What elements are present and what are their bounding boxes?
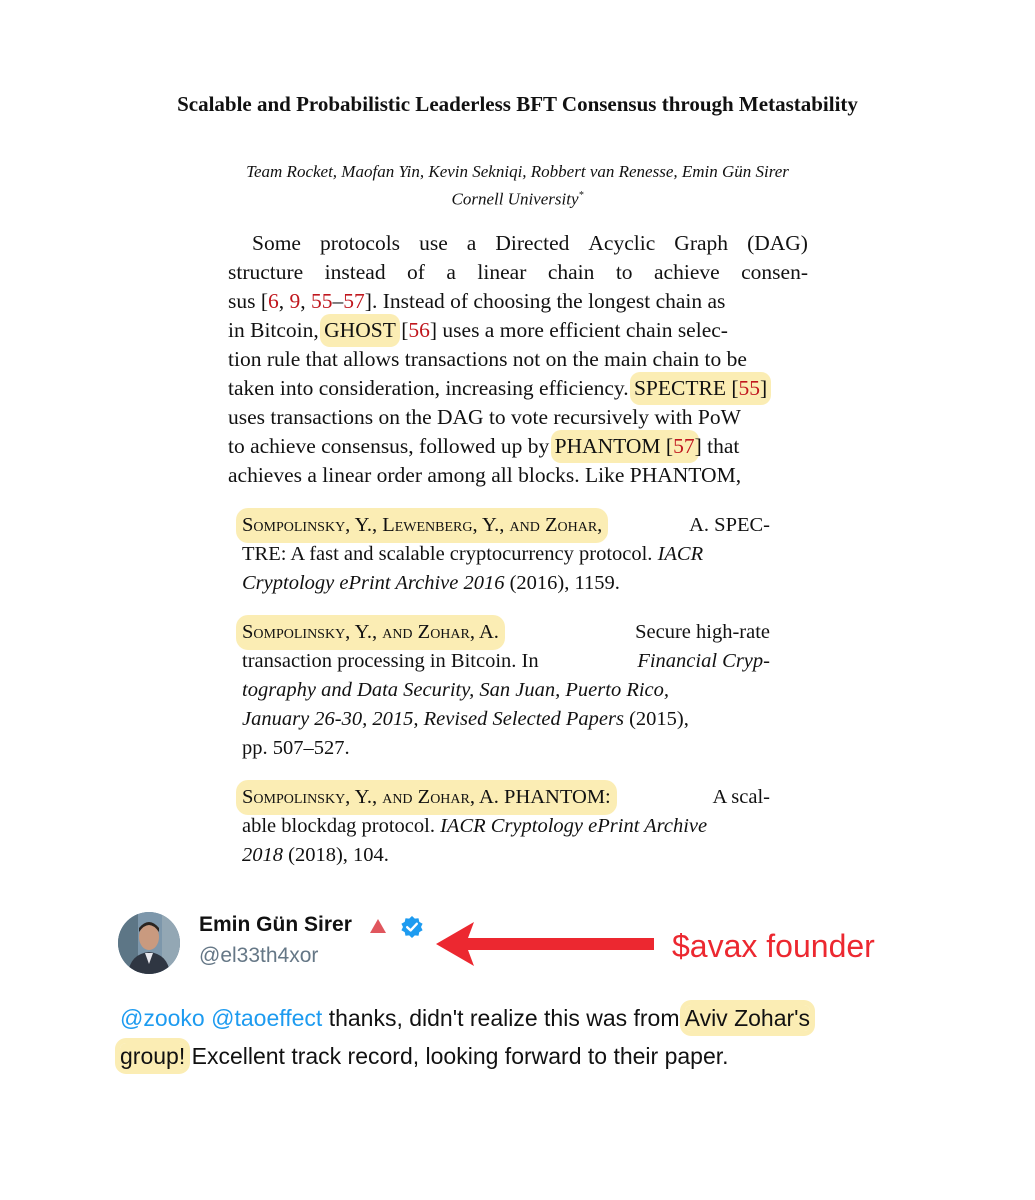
highlight-group: group! (120, 1043, 186, 1069)
text: ]. Instead of choosing the longest chain as (364, 289, 726, 313)
author-list: Team Rocket, Maofan Yin, Kevin Sekniqi, Robbert van Renesse, Emin Gün Sirer (246, 162, 789, 181)
avatar-portrait-icon (118, 912, 180, 974)
word: instead (324, 260, 386, 284)
venue: Cryptology ePrint Archive 2016 (242, 572, 505, 594)
paragraph-line-4 (228, 318, 808, 343)
word: Acyclic (588, 231, 656, 255)
text: (2018), 104. (288, 844, 389, 866)
reference-authors-highlight (242, 786, 611, 809)
word: a (446, 260, 456, 284)
paragraph-line-2 (228, 260, 808, 285)
reference-2-line-1 (242, 621, 770, 644)
reference-authors-highlight: Sompolinsky, Y., and Zohar, A. (242, 621, 499, 643)
text: in Bitcoin, (228, 318, 319, 342)
reference-1-line-3 (242, 572, 770, 595)
reference-3-line-1 (242, 786, 770, 809)
venue: January 26-30, 2015, Revised Selected Papers (242, 708, 624, 730)
venue: Financial Cryp- (637, 650, 770, 672)
text: Sompolinsky, Y., and Zohar, A. (242, 786, 499, 808)
affiliation-mark: * (578, 190, 584, 201)
venue: tography and Data Security, San Juan, Puerto Rico, (242, 679, 670, 701)
text: thanks, didn't realize this was from (328, 1005, 680, 1031)
text: ] uses a more efficient chain selec- (429, 318, 728, 342)
word: consen- (741, 260, 808, 284)
venue: 2018 (242, 844, 283, 866)
avatar[interactable] (118, 912, 180, 974)
red-arrow-icon (432, 918, 656, 970)
word: to (615, 260, 633, 284)
word: protocols (320, 231, 401, 255)
text: SPECTRE [ (633, 376, 739, 400)
reference-1-line-1 (242, 514, 770, 537)
word: structure (228, 260, 304, 284)
highlight-ghost: GHOST (324, 318, 396, 342)
word: linear (477, 260, 527, 284)
word: Directed (495, 231, 570, 255)
word: use (419, 231, 448, 255)
citation-link[interactable]: 55 (311, 289, 333, 313)
tweet-text-line-2 (120, 1043, 729, 1070)
affiliation-name: Cornell University (451, 189, 579, 209)
verified-badge-icon (400, 915, 424, 939)
reference-3-line-3 (242, 844, 770, 867)
reference-2-line-4 (242, 708, 770, 731)
word: Some (252, 231, 301, 255)
word: of (407, 260, 425, 284)
text: (2015), (629, 708, 689, 730)
annotation-label: $avax founder (672, 928, 875, 964)
highlight-spectre (634, 376, 767, 401)
venue: IACR (657, 543, 704, 565)
paragraph-line-7: uses transactions on the DAG to vote recursively with PoW (228, 405, 741, 429)
text: PHANTOM [ (554, 434, 674, 458)
paragraph-line-9: achieves a linear order among all blocks. Like PHANTOM, (228, 463, 742, 487)
reference-authors-highlight: Sompolinsky, Y., Lewenberg, Y., and Zohar, (242, 514, 603, 536)
paragraph-line-8 (228, 434, 808, 459)
affiliation (0, 184, 1035, 212)
highlight-phantom (555, 434, 695, 459)
text: [ (401, 318, 409, 342)
text: , (278, 289, 290, 313)
reference-2-line-2 (242, 650, 770, 673)
tweet-handle[interactable]: @el33th4xor (199, 944, 319, 967)
reference-2-line-3 (242, 679, 770, 702)
triangle-logo-icon (369, 918, 387, 934)
text: (2016), 1159. (509, 572, 620, 594)
paragraph-line-5: tion rule that allows transactions not on the main chain to be (228, 347, 747, 371)
text: , (300, 289, 312, 313)
text: A scal- (712, 786, 770, 808)
word: (DAG) (747, 231, 808, 255)
tweet-text-line-1 (120, 1005, 810, 1032)
text: transaction processing in Bitcoin. In (242, 650, 539, 672)
citation-link[interactable]: 57 (673, 434, 695, 458)
text: able blockdag protocol. (242, 815, 435, 837)
text: – (332, 289, 344, 313)
text: TRE: A fast and scalable cryptocurrency protocol. (242, 543, 653, 565)
paper-authors (0, 160, 1035, 212)
citation-link[interactable]: 57 (343, 289, 365, 313)
mention-link[interactable]: @taoeffect (211, 1005, 323, 1031)
mention-link[interactable]: @zooko (120, 1005, 205, 1031)
citation-link[interactable]: 9 (289, 289, 301, 313)
text: Excellent track record, looking forward to their paper. (191, 1043, 729, 1069)
text: to achieve consensus, followed up by (228, 434, 550, 458)
text: ] that (694, 434, 740, 458)
text: sus [ (228, 289, 269, 313)
word: Graph (674, 231, 729, 255)
citation-link[interactable]: 55 (738, 376, 760, 400)
word: a (466, 231, 477, 255)
word: chain (547, 260, 595, 284)
text: ] (760, 376, 768, 400)
reference-3-line-2 (242, 815, 770, 838)
tweet-author-name[interactable]: Emin Gün Sirer (199, 913, 352, 936)
paragraph-line-6 (228, 376, 808, 401)
paragraph-line-3 (228, 289, 808, 314)
paper-title: Scalable and Probabilistic Leaderless BFT Consensus through Metastability (177, 92, 858, 116)
text: Secure high-rate (635, 621, 770, 643)
word: achieve (654, 260, 720, 284)
venue: IACR Cryptology ePrint Archive (440, 815, 708, 837)
reference-1-line-2 (242, 543, 770, 566)
citation-link[interactable]: 6 (268, 289, 279, 313)
citation-link[interactable]: 56 (408, 318, 430, 342)
text: taken into consideration, increasing efficiency. (228, 376, 629, 400)
paragraph-line-1 (228, 231, 808, 256)
text: A. SPEC- (689, 514, 770, 536)
text: PHANTOM: (504, 786, 611, 808)
highlight-aviv-zohar: Aviv Zohar's (684, 1005, 811, 1031)
reference-2-line-5: pp. 507–527. (242, 737, 350, 759)
